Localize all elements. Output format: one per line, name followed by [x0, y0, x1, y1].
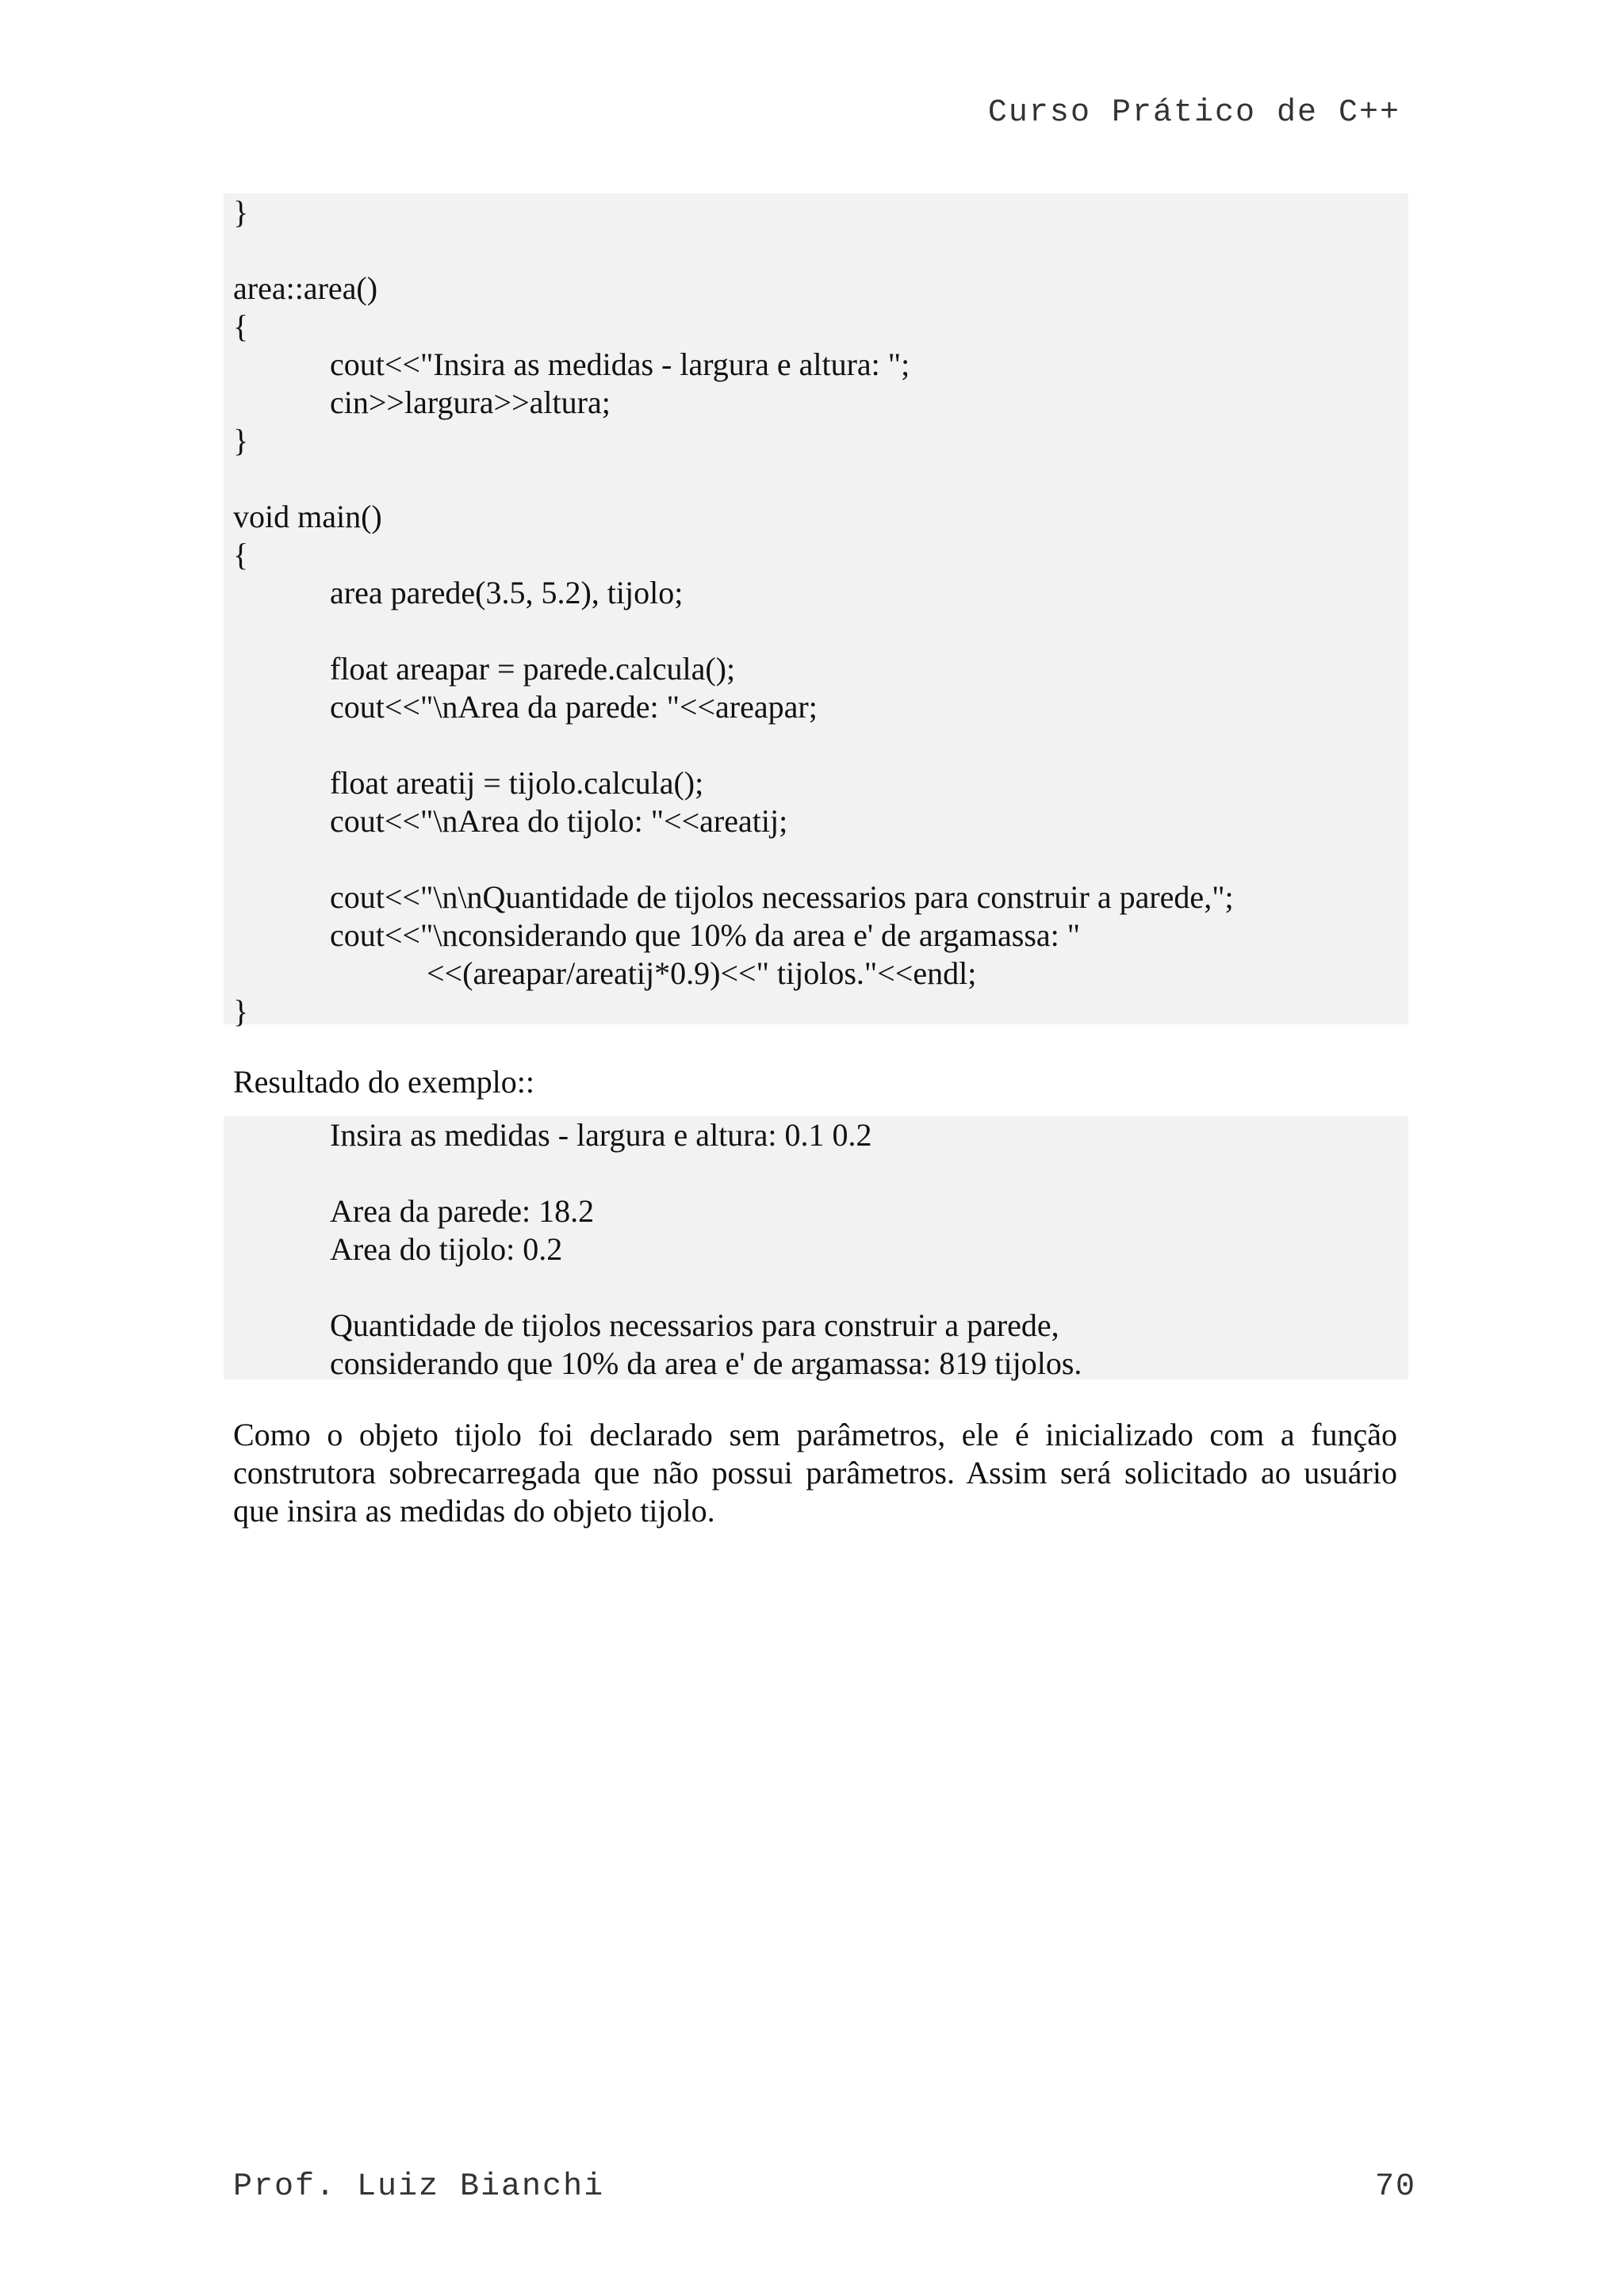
output-line: considerando que 10% da area e' de argamassa: 819 tijolos.: [330, 1345, 1082, 1381]
code-line: float areapar = parede.calcula();: [330, 651, 736, 687]
running-header: Curso Prático de C++: [987, 95, 1400, 131]
code-line: <<(areapar/areatij*0.9)<<" tijolos."<<endl;: [427, 955, 977, 991]
body-paragraph: [233, 1416, 1397, 1530]
code-line: area::area(): [233, 270, 378, 306]
output-line: Area da parede: 18.2: [330, 1193, 595, 1229]
footer-author: Prof. Luiz Bianchi: [233, 2169, 605, 2205]
output-line: Quantidade de tijolos necessarios para construir a parede,: [330, 1307, 1059, 1343]
code-line: {: [233, 537, 249, 572]
program-output-block: [224, 1116, 1408, 1380]
code-line: cout<<"\nArea da parede: "<<areapar;: [330, 689, 818, 725]
code-line: void main(): [233, 499, 382, 534]
code-line: area parede(3.5, 5.2), tijolo;: [330, 575, 684, 610]
code-line: cout<<"Insira as medidas - largura e altura: ";: [330, 346, 910, 382]
paragraph-line: construtora sobrecarregada que não possui parâmetros. Assim será solicitado ao usuário: [233, 1455, 1397, 1490]
result-label: Resultado do exemplo::: [233, 1064, 534, 1100]
code-line: cout<<"\nconsiderando que 10% da area e' de argamassa: ": [330, 917, 1081, 953]
page-number: 70: [1374, 2169, 1416, 2205]
code-line: {: [233, 308, 249, 344]
code-line: cout<<"\nArea do tijolo: "<<areatij;: [330, 803, 788, 839]
code-listing-block: [224, 193, 1408, 1029]
output-line: Insira as medidas - largura e altura: 0.1 0.2: [330, 1117, 872, 1153]
code-line: }: [233, 194, 249, 230]
code-line: }: [233, 423, 249, 458]
paragraph-line: Como o objeto tijolo foi declarado sem parâmetros, ele é inicializado com a função: [233, 1417, 1397, 1452]
code-line: }: [233, 993, 249, 1029]
output-line: Area do tijolo: 0.2: [330, 1231, 563, 1267]
code-line: float areatij = tijolo.calcula();: [330, 765, 704, 801]
code-line: cin>>largura>>altura;: [330, 385, 611, 420]
code-line: cout<<"\n\nQuantidade de tijolos necessarios para construir a parede,";: [330, 879, 1234, 915]
paragraph-line: que insira as medidas do objeto tijolo.: [233, 1493, 715, 1529]
